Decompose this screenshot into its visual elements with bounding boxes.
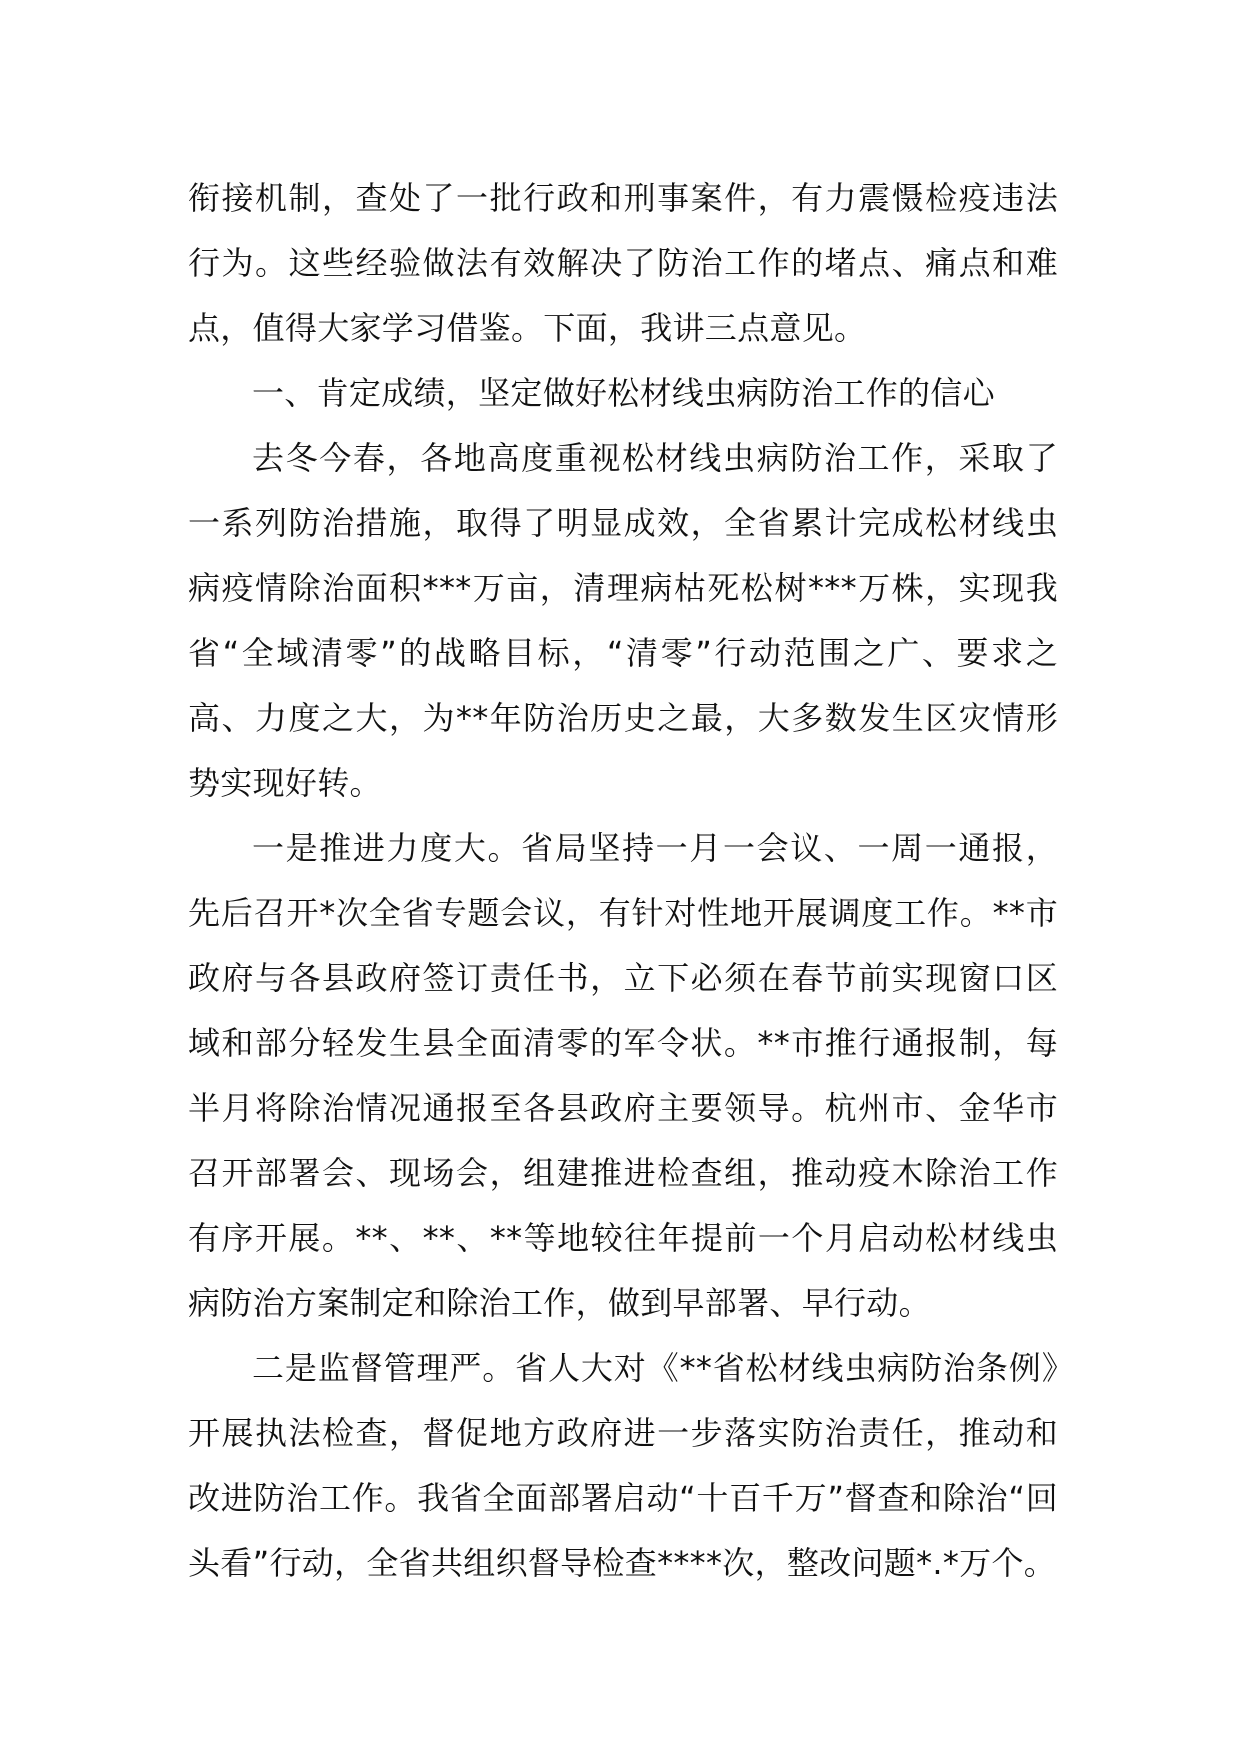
body-text [188, 166, 1058, 1596]
paragraph-point-one: 一是推进力度大。省局坚持一月一会议、一周一通报，先后召开*次全省专题会议，有针对性地开展调度工作。**市政府与各县政府签订责任书，立下必须在春节前实现窗口区域和部分轻发生县全面清零的军令状。**市推行通报制，每半月将除治情况通报至各县政府主要领导。杭州市、金华市召开部署会、现场会，组建推进检查组，推动疫木除治工作有序开展。**、**、**等地较往年提前一个月启动松材线虫病防治方案制定和除治工作，做到早部署、早行动。 [188, 829, 1058, 1322]
paragraph-continuation: 衔接机制，查处了一批行政和刑事案件，有力震慑检疫违法行为。这些经验做法有效解决了防治工作的堵点、痛点和难点，值得大家学习借鉴。下面，我讲三点意见。 [188, 179, 1058, 347]
section-heading: 一、肯定成绩，坚定做好松材线虫病防治工作的信心 [252, 374, 995, 412]
paragraph-achievements: 去冬今春，各地高度重视松材线虫病防治工作，采取了一系列防治措施，取得了明显成效，全省累计完成松材线虫病疫情除治面积***万亩，清理病枯死松树***万株，实现我省“全域清零”的战略目标，“清零”行动范围之广、要求之高、力度之大，为**年防治历史之最，大多数发生区灾情形势实现好转。 [188, 439, 1058, 802]
paragraph-point-two: 二是监督管理严。省人大对《**省松材线虫病防治条例》开展执法检查，督促地方政府进一步落实防治责任，推动和改进防治工作。我省全面部署启动“十百千万”督查和除治“回头看”行动，全省共组织督导检查****次，整改问题*.*万个。 [188, 1349, 1058, 1582]
